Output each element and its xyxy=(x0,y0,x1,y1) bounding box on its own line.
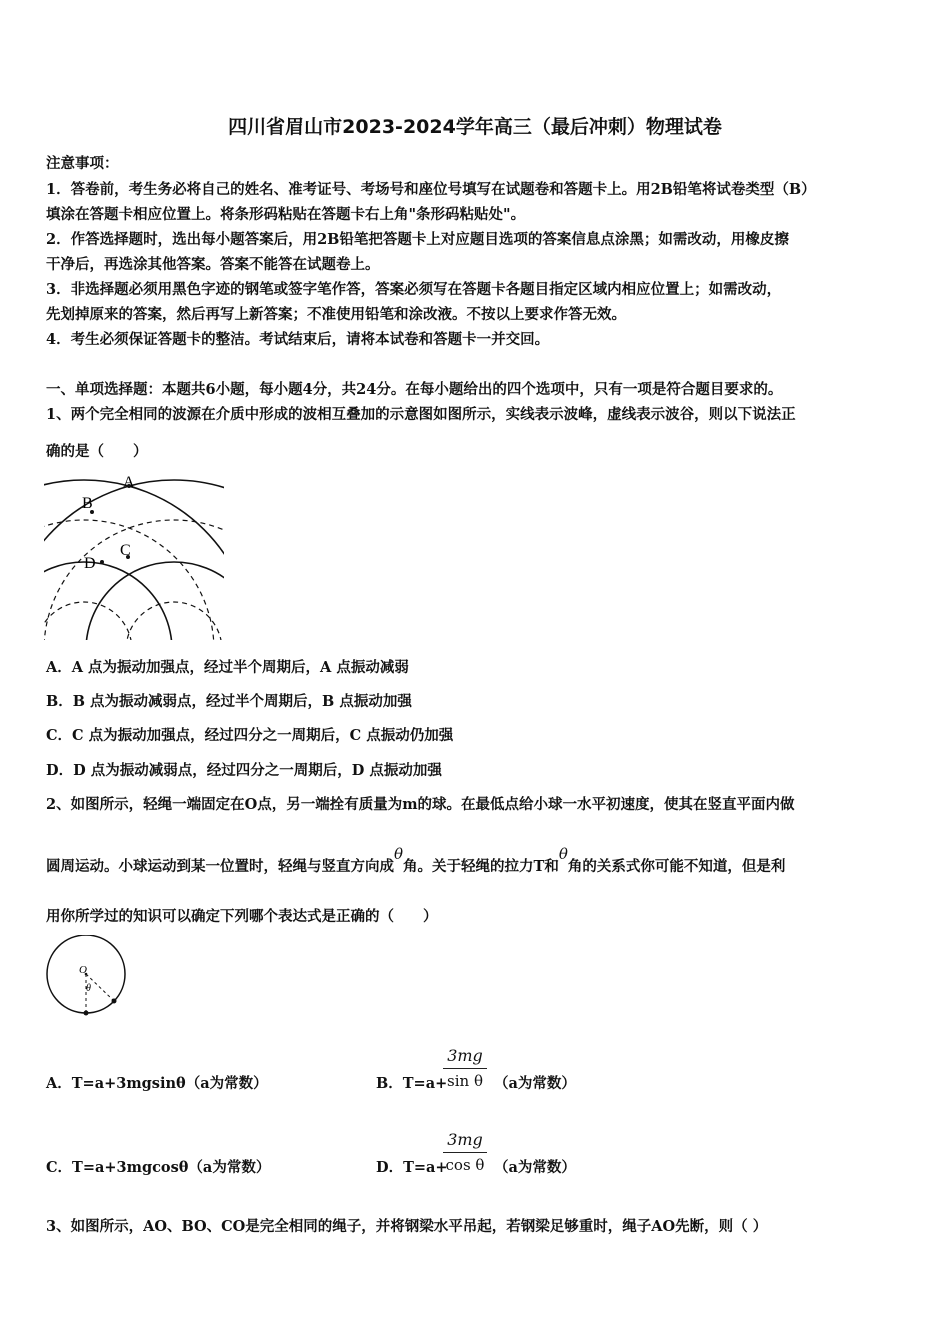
theta-symbol: θ xyxy=(558,845,568,863)
option-d: D．T=a+ xyxy=(376,1159,448,1176)
page-title: 四川省眉山市2023-2024学年高三（最后冲刺）物理试卷 xyxy=(228,116,722,138)
notice-line: 1．答卷前，考生务必将自己的姓名、准考证号、考场号和座位号填写在试题卷和答题卡上。用2B铅笔将试卷类型（B） xyxy=(46,181,816,198)
option-a: A．A 点为振动加强点，经过半个周期后，A 点振动减弱 xyxy=(46,659,409,676)
figure-label-theta: θ xyxy=(86,983,91,994)
pendulum-circle-figure xyxy=(42,935,134,1020)
option-d-suffix: （a为常数） xyxy=(494,1159,576,1176)
fraction-d: 3mg cos θ xyxy=(443,1130,487,1174)
question-1-stem-cont: 确的是（ ） xyxy=(46,443,148,460)
figure-label-d: D xyxy=(84,555,96,572)
question-2-stem-cont: 圆周运动。小球运动到某一位置时，轻绳与竖直方向成θ角。关于轻绳的拉力T和θ角的关系式你可能不知道，但是利 xyxy=(46,845,786,875)
wave-interference-figure xyxy=(44,470,224,640)
fraction-b: 3mg sin θ xyxy=(443,1046,487,1090)
figure-label-c: C xyxy=(120,542,131,559)
question-1-stem: 1、两个完全相同的波源在介质中形成的波相互叠加的示意图如图所示，实线表示波峰，虚线表示波谷，则以下说法正 xyxy=(46,406,796,423)
option-c: C．T=a+3mgcosθ（a为常数） xyxy=(46,1159,271,1176)
figure-label-b: B xyxy=(82,495,93,512)
notice-line: 先划掉原来的答案，然后再写上新答案；不准使用铅笔和涂改液。不按以上要求作答无效。 xyxy=(46,306,626,323)
theta-symbol: θ xyxy=(394,845,404,863)
option-b-suffix: （a为常数） xyxy=(494,1075,576,1092)
notice-line: 3．非选择题必须用黑色字迹的钢笔或签字笔作答，答案必须写在答题卡各题目指定区域内相应位置上；如需改动， xyxy=(46,281,782,298)
question-3-stem: 3、如图所示，AO、BO、CO是完全相同的绳子，并将钢梁水平吊起，若钢梁足够重时，绳子AO先断，则（ ） xyxy=(46,1218,768,1235)
notice-line: 填涂在答题卡相应位置上。将条形码粘贴在答题卡右上角"条形码粘贴处"。 xyxy=(46,206,526,223)
option-a: A．T=a+3mgsinθ（a为常数） xyxy=(46,1075,268,1092)
section-heading: 一、单项选择题：本题共6小题，每小题4分，共24分。在每小题给出的四个选项中，只有一项是符合题目要求的。 xyxy=(46,381,783,398)
question-2-stem-cont: 用你所学过的知识可以确定下列哪个表达式是正确的（ ） xyxy=(46,908,438,925)
notice-line: 干净后，再选涂其他答案。答案不能答在试题卷上。 xyxy=(46,256,380,273)
notice-heading: 注意事项： xyxy=(46,155,119,172)
option-c: C．C 点为振动加强点，经过四分之一周期后，C 点振动仍加强 xyxy=(46,727,454,744)
option-b: B．B 点为振动减弱点，经过半个周期后，B 点振动加强 xyxy=(46,693,412,710)
option-b: B．T=a+ xyxy=(376,1075,448,1092)
notice-line: 4．考生必须保证答题卡的整洁。考试结束后，请将本试卷和答题卡一并交回。 xyxy=(46,331,550,348)
question-2-stem: 2、如图所示，轻绳一端固定在O点，另一端拴有质量为m的球。在最低点给小球一水平初速度，使其在竖直平面内做 xyxy=(46,796,795,813)
option-d: D．D 点为振动减弱点，经过四分之一周期后，D 点振动加强 xyxy=(46,762,442,779)
figure-label-a: A xyxy=(123,474,135,491)
figure-label-o: O xyxy=(79,964,87,976)
notice-line: 2．作答选择题时，选出每小题答案后，用2B铅笔把答题卡上对应题目选项的答案信息点涂黑；如需改动，用橡皮擦 xyxy=(46,231,789,248)
